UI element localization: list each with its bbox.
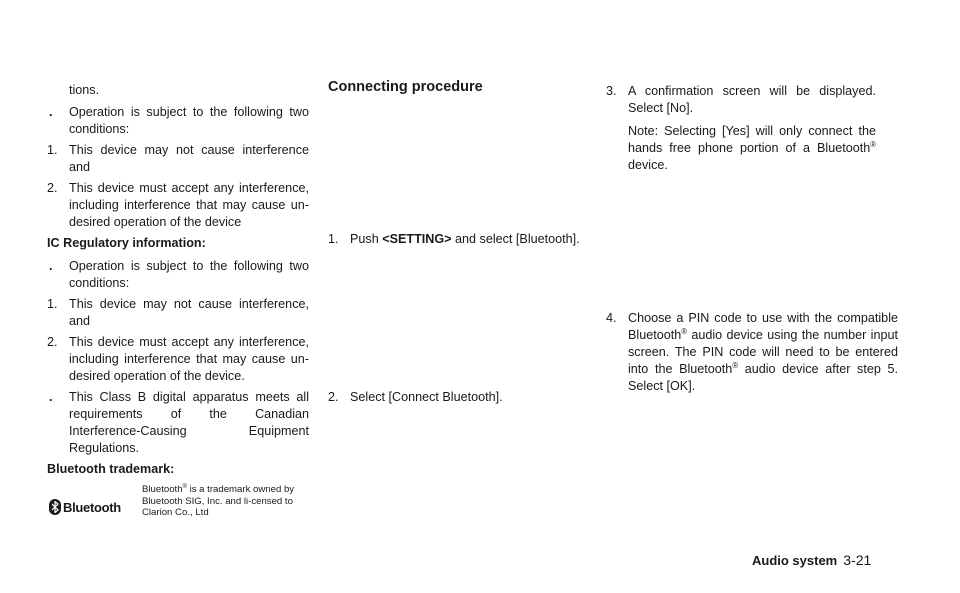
step-3-text: A confirmation screen will be displayed. Select [No].	[628, 84, 876, 115]
left-column	[47, 82, 309, 524]
step-3-number: 3.	[606, 84, 617, 98]
fcc-bullet	[47, 104, 309, 138]
step-4-text-a: Choose a PIN code to use with the compatible Bluetooth	[628, 311, 898, 342]
continued-text: tions.	[69, 83, 100, 97]
trademark-word: Bluetooth	[142, 484, 183, 495]
ic-bullet-1	[47, 258, 309, 292]
step-4	[606, 310, 898, 395]
right-column	[606, 83, 898, 393]
registered-mark: ®	[182, 483, 187, 490]
step-4-number: 4.	[606, 311, 617, 325]
page-number: 3-21	[843, 552, 872, 568]
note-text-a: Note: Selecting [Yes] will only connect the hands free phone portion of a Bluetooth	[628, 124, 876, 155]
step-1-number: 1.	[328, 232, 339, 246]
step-2	[328, 389, 618, 406]
fcc-item-2-number: 2.	[47, 181, 58, 195]
step-4-text-b: audio device using the number input screen. The PIN code will need to be entered into the Bluetooth	[628, 328, 898, 376]
ic-item-1	[47, 296, 309, 330]
trademark-text: is a trademark owned by Bluetooth SIG, Inc. and li-censed to Clarion Co., Ltd	[142, 484, 295, 518]
bluetooth-logo	[49, 490, 139, 524]
trademark-row	[47, 484, 309, 524]
registered-mark: ®	[732, 360, 739, 370]
step-1	[328, 231, 618, 248]
bullet-icon: .	[49, 259, 53, 273]
bullet-icon: .	[49, 390, 53, 404]
bluetooth-rune-icon	[49, 499, 61, 515]
step-2-text: Select [Connect Bluetooth].	[350, 390, 503, 404]
ic-bullet-2	[47, 389, 309, 457]
fcc-item-2-text: This device must accept any interference, including interference that may cause un-desired operation of the device	[69, 181, 309, 229]
ic-bullet-1-text: Operation is subject to the following two conditions:	[69, 259, 309, 290]
fcc-bullet-text: Operation is subject to the following two conditions:	[69, 105, 309, 136]
step-4-text-c: audio device after step 5. Select [OK].	[628, 362, 898, 393]
page-footer	[752, 552, 871, 569]
step-4-text	[628, 311, 898, 393]
ic-item-1-text: This device may not cause interference, and	[69, 297, 309, 328]
fcc-item-1	[47, 142, 309, 176]
ic-item-1-number: 1.	[47, 297, 58, 311]
step-3	[606, 83, 876, 117]
step-1-prefix: Push	[350, 232, 383, 246]
note-text-b: device.	[628, 158, 668, 172]
fcc-item-1-number: 1.	[47, 143, 58, 157]
step-1-text	[350, 232, 580, 246]
trademark-notice	[142, 484, 307, 519]
fcc-item-2	[47, 180, 309, 231]
bullet-icon: .	[49, 105, 53, 119]
bluetooth-logo-wordmark: Bluetooth	[63, 499, 121, 515]
step-2-number: 2.	[328, 390, 339, 404]
ic-item-2-number: 2.	[47, 335, 58, 349]
step-1-suffix: and select [Bluetooth].	[451, 232, 580, 246]
setting-key: <SETTING>	[382, 232, 452, 246]
bluetooth-trademark-heading: Bluetooth trademark:	[47, 462, 175, 476]
ic-regulatory-heading: IC Regulatory information:	[47, 236, 206, 250]
fcc-item-1-text: This device may not cause interference and	[69, 143, 309, 174]
registered-mark: ®	[870, 139, 876, 149]
ic-item-2-text: This device must accept any interference, including interference that may cause un-desired operation of the device.	[69, 335, 309, 383]
registered-mark: ®	[681, 326, 687, 336]
ic-item-2	[47, 334, 309, 385]
section-name: Audio system	[752, 553, 838, 568]
middle-column	[328, 78, 596, 404]
ic-bullet-2-text: This Class B digital apparatus meets all requirements of the Canadian Interference-Causing Equipment Regulations.	[69, 390, 309, 455]
connecting-procedure-title: Connecting procedure	[328, 79, 483, 95]
step-3-note	[606, 123, 876, 174]
